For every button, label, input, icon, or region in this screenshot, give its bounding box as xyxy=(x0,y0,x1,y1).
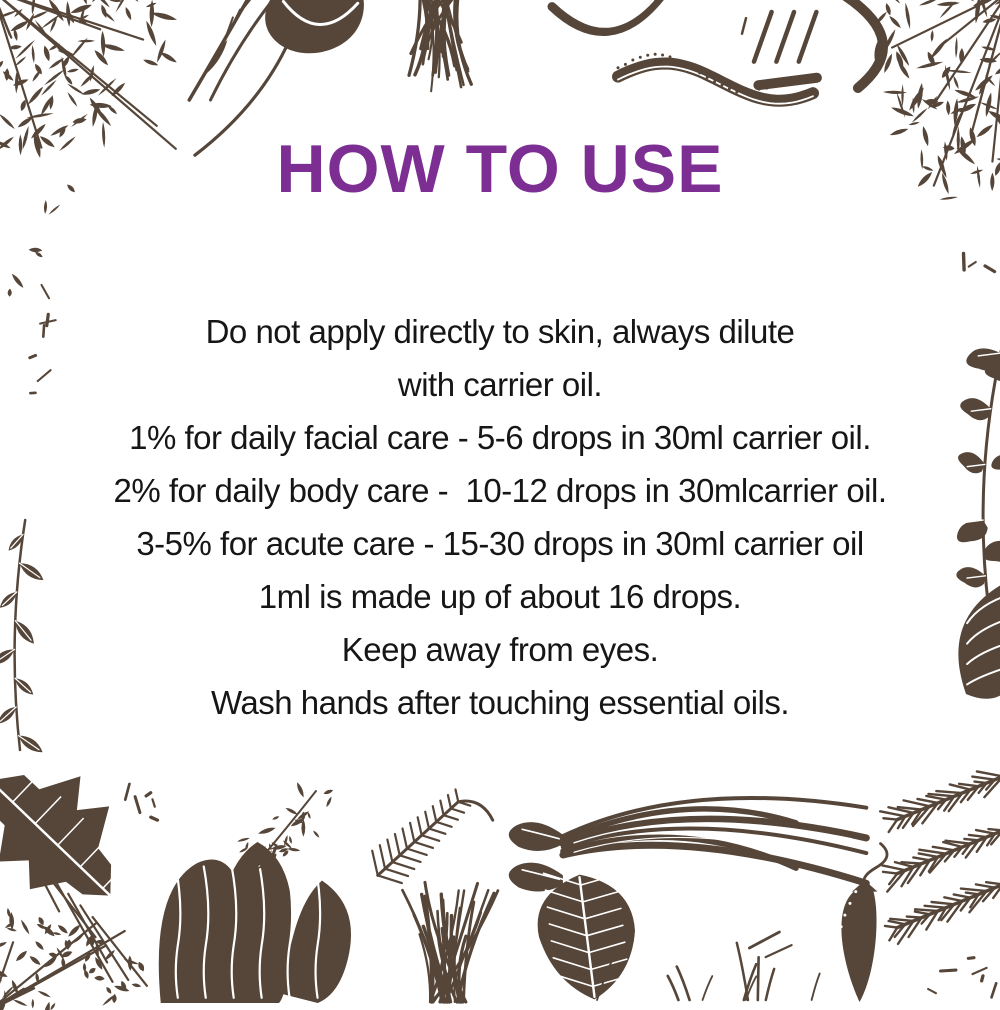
instruction-line: 2% for daily body care - 10-12 drops in 30mlcarrier oil. xyxy=(113,472,887,509)
instructions xyxy=(0,305,1000,729)
instruction-line: 3-5% for acute care - 15-30 drops in 30ml carrier oil xyxy=(136,525,864,562)
instruction-line: 1% for daily facial care - 5-6 drops in 30ml carrier oil. xyxy=(129,419,871,456)
instruction-line: Keep away from eyes. xyxy=(341,631,659,668)
instruction-line: Wash hands after touching essential oils. xyxy=(210,684,790,721)
page-title: HOW TO USE xyxy=(276,131,724,207)
instruction-line: Do not apply directly to skin, always dilute xyxy=(205,313,795,350)
instruction-line: 1ml is made up of about 16 drops. xyxy=(258,578,742,615)
instruction-line: with carrier oil. xyxy=(397,366,603,403)
